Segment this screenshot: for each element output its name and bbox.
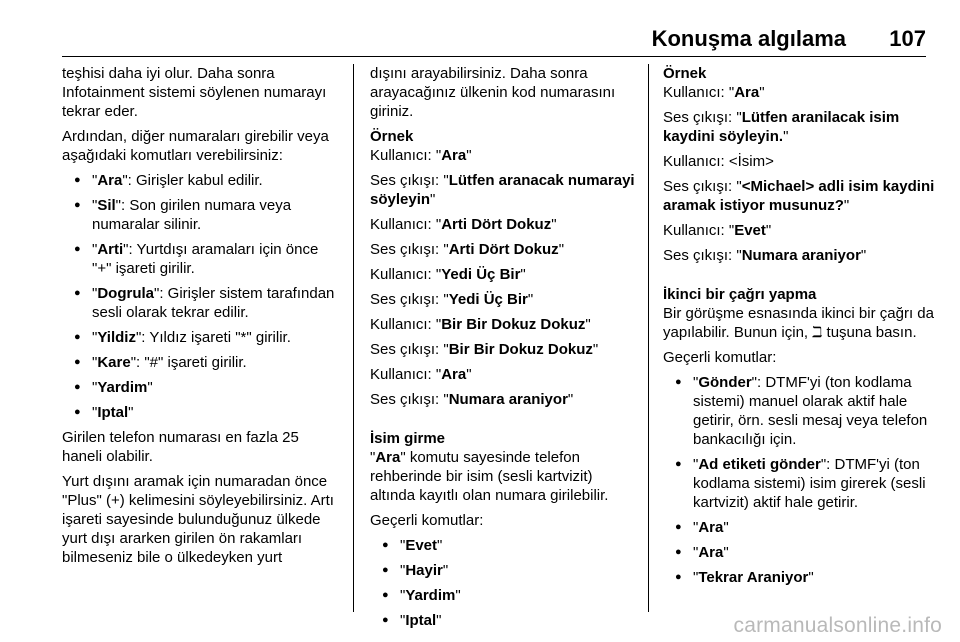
column-1	[62, 64, 340, 573]
command-text: Ara	[698, 519, 724, 536]
command-text: Yardim	[405, 587, 456, 604]
example-heading: Örnek	[370, 128, 414, 145]
command-text: Gönder	[698, 374, 752, 391]
list-item: ● "Kare": "#" işareti girilir.	[62, 353, 340, 372]
watermark: carmanualsonline.info	[733, 614, 942, 637]
paragraph: Geçerli komutlar:	[663, 349, 777, 366]
list-item: ● "Yardim"	[370, 586, 638, 605]
paragraph: dışını arayabilirsiniz. Daha sonra arayacağınız ülkenin kod numarasını giriniz.	[370, 65, 616, 120]
page-number: 107	[889, 26, 926, 51]
paragraph: Bir görüşme esnasında ikinci bir çağrı da yapılabilir. Bunun için, ℶ tuşuna basın.	[663, 305, 934, 341]
paragraph: "Ara" komutu sayesinde telefon rehberinde bir isim (sesli kartvizit) altında kayıtlı olan numara girilebilir.	[370, 449, 609, 504]
list-item: ● "Gönder": DTMF'yi (ton kodlama sistemi) manuel olarak aktif hale getirir, örn. sesli mesaj veya telefon bankacılığı için.	[663, 373, 939, 449]
command-list	[663, 373, 939, 587]
example-dialog	[370, 146, 638, 409]
dialog-line: Ses çıkışı: "Lütfen aranacak numarayi söyleyin"	[370, 172, 635, 208]
list-item: ● "Ara"	[663, 518, 939, 537]
dialog-line: Ses çıkışı: "<Michael> adli isim kaydini aramak istiyor musunuz?"	[663, 178, 935, 214]
dialog-line: Kullanıcı: "Ara"	[370, 366, 472, 383]
list-item: ● "Iptal"	[370, 611, 638, 630]
list-item: ● "Arti": Yurtdışı aramaları için önce "+" işareti girilir.	[62, 240, 340, 278]
paragraph: Yurt dışını aramak için numaradan önce "Plus" (+) kelimesini söyleyebilirsiniz. Artı işareti sayesinde bulunduğunuz ülkede yurt dışı ararken girilen ön rakamları bilmeseniz bile o ülkedeyken yurt	[62, 473, 334, 566]
command-text: Ara	[375, 449, 401, 466]
section-heading: İkinci bir çağrı yapma	[663, 286, 817, 303]
dialog-line: Kullanıcı: "Ara"	[663, 84, 765, 101]
command-text: Iptal	[405, 612, 437, 629]
dialog-line: Ses çıkışı: "Arti Dört Dokuz"	[370, 241, 565, 258]
dialog-line: Kullanıcı: "Bir Bir Dokuz Dokuz"	[370, 316, 591, 333]
dialog-line: Ses çıkışı: "Lütfen aranilacak isim kaydini söyleyin."	[663, 109, 900, 145]
dialog-line: Ses çıkışı: "Bir Bir Dokuz Dokuz"	[370, 341, 599, 358]
command-text: Tekrar Araniyor	[698, 569, 809, 586]
list-item: ● "Hayir"	[370, 561, 638, 580]
list-item: ● "Iptal"	[62, 403, 340, 422]
command-text: Kare	[97, 354, 131, 371]
command-text: Ad etiketi gönder	[698, 456, 821, 473]
command-text: Arti	[97, 241, 124, 258]
paragraph: Geçerli komutlar:	[370, 512, 484, 529]
page-header	[62, 26, 926, 57]
page-title: Konuşma algılama	[651, 26, 846, 51]
command-text: Ara	[698, 544, 724, 561]
command-text: Dogrula	[97, 285, 154, 302]
list-item: ● "Ara"	[663, 543, 939, 562]
dialog-line: Ses çıkışı: "Numara araniyor"	[663, 247, 867, 264]
command-list	[62, 171, 340, 422]
dialog-line: Ses çıkışı: "Yedi Üç Bir"	[370, 291, 534, 308]
column-2	[370, 64, 638, 636]
command-text: Iptal	[97, 404, 129, 421]
list-item: ● "Yildiz": Yıldız işareti "*" girilir.	[62, 328, 340, 347]
list-item: ● "Dogrula": Girişler sistem tarafından sesli olarak tekrar edilir.	[62, 284, 340, 322]
command-list	[370, 536, 638, 630]
list-item: ● "Tekrar Araniyor"	[663, 568, 939, 587]
command-text: Sil	[97, 197, 116, 214]
list-item: ● "Sil": Son girilen numara veya numaralar silinir.	[62, 196, 340, 234]
command-text: Hayir	[405, 562, 443, 579]
example-heading: Örnek	[663, 65, 707, 82]
paragraph: teşhisi daha iyi olur. Daha sonra Infotainment sistemi söylenen numarayı tekrar eder.	[62, 65, 327, 120]
dialog-line: Kullanıcı: <İsim>	[663, 153, 774, 170]
list-item: ● "Ara": Girişler kabul edilir.	[62, 171, 340, 190]
list-item: ● "Ad etiketi gönder": DTMF'yi (ton kodlama sistemi) isim girerek (sesli kartvizit) aktif hale getirir.	[663, 455, 939, 512]
dialog-line: Kullanıcı: "Yedi Üç Bir"	[370, 266, 526, 283]
dialog-line: Kullanıcı: "Ara"	[370, 147, 472, 164]
column-divider	[648, 64, 649, 612]
command-text: Yardim	[97, 379, 148, 396]
section-heading: İsim girme	[370, 430, 446, 447]
column-3	[663, 64, 939, 593]
paragraph: Ardından, diğer numaraları girebilir veya aşağıdaki komutları verebilirsiniz:	[62, 128, 329, 164]
dialog-line: Kullanıcı: "Arti Dört Dokuz"	[370, 216, 557, 233]
command-text: Yildiz	[97, 329, 136, 346]
paragraph: Girilen telefon numarası en fazla 25 haneli olabilir.	[62, 429, 299, 465]
list-item: ● "Evet"	[370, 536, 638, 555]
list-item: ● "Yardim"	[62, 378, 340, 397]
dialog-line: Kullanıcı: "Evet"	[663, 222, 772, 239]
command-text: Evet	[405, 537, 438, 554]
phone-key-icon: ℶ	[812, 324, 823, 341]
dialog-line: Ses çıkışı: "Numara araniyor"	[370, 391, 574, 408]
command-text: Ara	[97, 172, 123, 189]
column-divider	[353, 64, 354, 612]
